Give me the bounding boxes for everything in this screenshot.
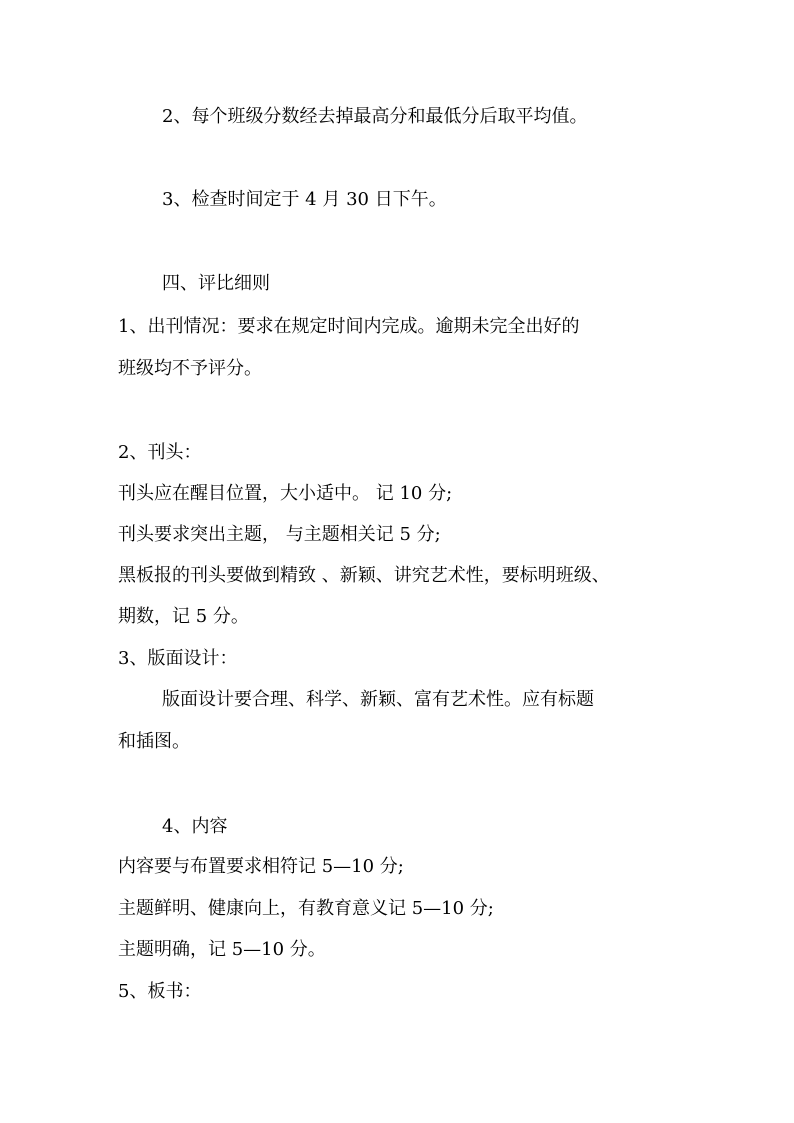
section-4-heading: 四、评比细则 [162,273,270,294]
rule-4-heading: 4、内容 [162,816,228,837]
rule-2-line-1: 刊头应在醒目位置，大小适中。 记 10 分; [118,483,453,504]
rule-2-heading: 2、刊头： [118,442,202,463]
rule-3-line-2: 和插图。 [118,731,190,752]
rule-1-line-2: 班级均不予评分。 [118,358,262,379]
rule-2-line-4: 期数，记 5 分。 [118,606,249,627]
rule-4-line-1: 内容要与布置要求相符记 5—10 分; [118,856,404,877]
rule-4-line-3: 主题明确，记 5—10 分。 [118,939,326,960]
rule-3-line-1: 版面设计要合理、科学、新颖、富有艺术性。应有标题 [162,689,594,710]
item-2: 2、每个班级分数经去掉最高分和最低分后取平均值。 [162,106,588,127]
rule-2-line-3: 黑板报的刊头要做到精致 、新颖、讲究艺术性，要标明班级、 [118,565,610,586]
rule-1-line-1: 1、出刊情况：要求在规定时间内完成。逾期未完全出好的 [118,316,580,337]
rule-5-heading: 5、板书： [118,981,202,1002]
rule-3-heading: 3、版面设计： [118,648,238,669]
item-3: 3、检查时间定于 4 月 30 日下午。 [162,189,447,210]
rule-4-line-2: 主题鲜明、健康向上，有教育意义记 5—10 分; [118,898,494,919]
rule-2-line-2: 刊头要求突出主题， 与主题相关记 5 分; [118,524,441,545]
